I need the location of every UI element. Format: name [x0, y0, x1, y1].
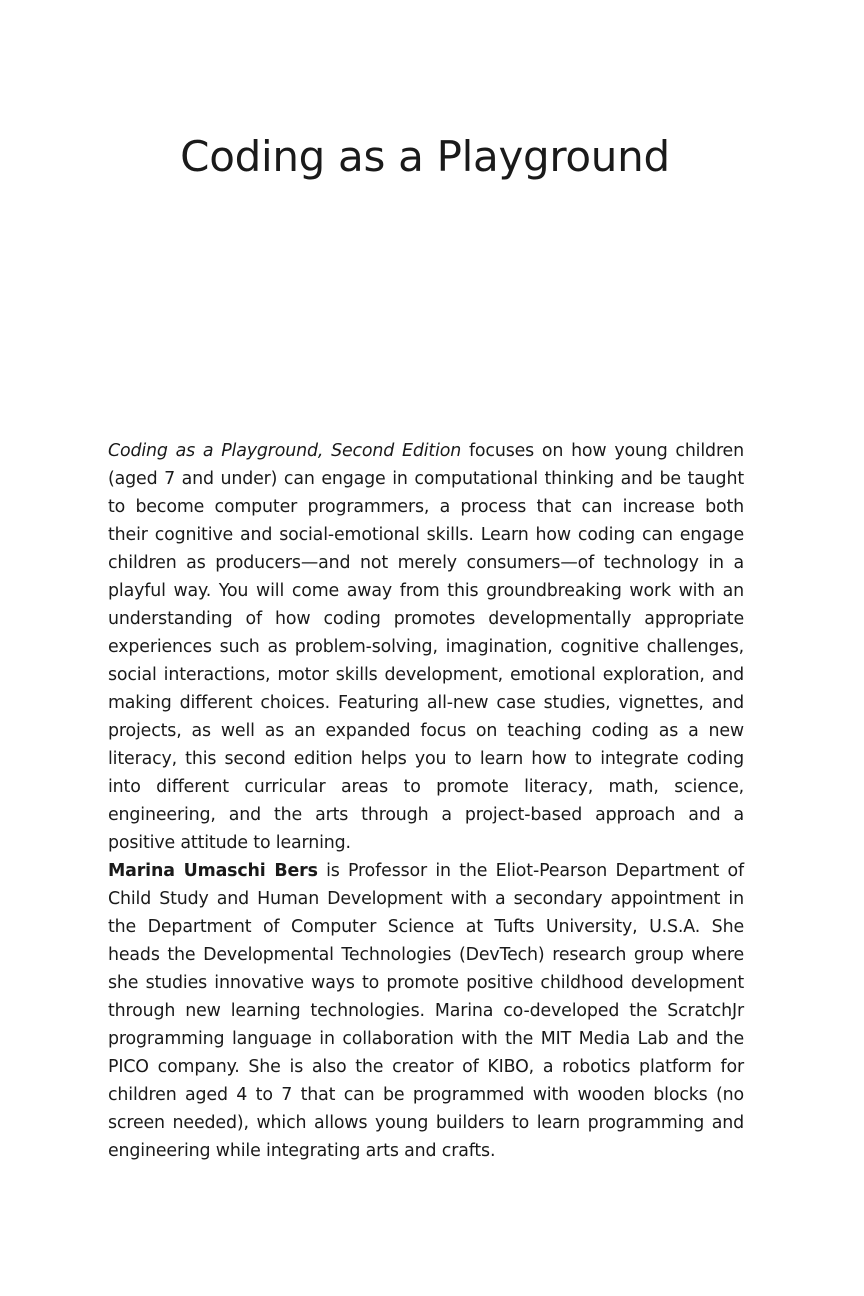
book-description — [108, 437, 744, 857]
author-bio — [108, 857, 744, 1165]
author-name: Marina Umaschi Bers — [108, 861, 318, 881]
page-title: Coding as a Playground — [180, 132, 670, 181]
description-body: focuses on how young children (aged 7 and under) can engage in computational thinking and be taught to become computer programmers, a process that can increase both their cognitive and social-emotional skills. Learn how coding can engage children as producers—and not merely consumers—of technology in a playful way. You will come away from this groundbreaking work with an understanding of how coding promotes developmentally appropriate experiences such as problem-solving, imagination, cognitive challenges, social interactions, motor skills development, emotional exploration, and making different choices. Featuring all-new case studies, vignettes, and projects, as well as an expanded focus on teaching coding as a new literacy, this second edition helps you to learn how to integrate coding into different curricular areas to promote literacy, math, science, engineering, and the arts through a project-based approach and a positive attitude to learning. — [108, 441, 744, 853]
book-title-reference: Coding as a Playground, Second Edition — [108, 441, 462, 461]
author-bio-body: is Professor in the Eliot-Pearson Department of Child Study and Human Development with a secondary appointment in the Department of Computer Science at Tufts University, U.S.A. She heads the Developmental Technologies (DevTech) research group where she studies innovative ways to promote positive childhood development through new learning technologies. Marina co-developed the ScratchJr programming language in collaboration with the MIT Media Lab and the PICO company. She is also the creator of KIBO, a robotics platform for children aged 4 to 7 that can be programmed with wooden blocks (no screen needed), which allows young builders to learn programming and engineering while integrating arts and crafts. — [108, 861, 744, 1161]
